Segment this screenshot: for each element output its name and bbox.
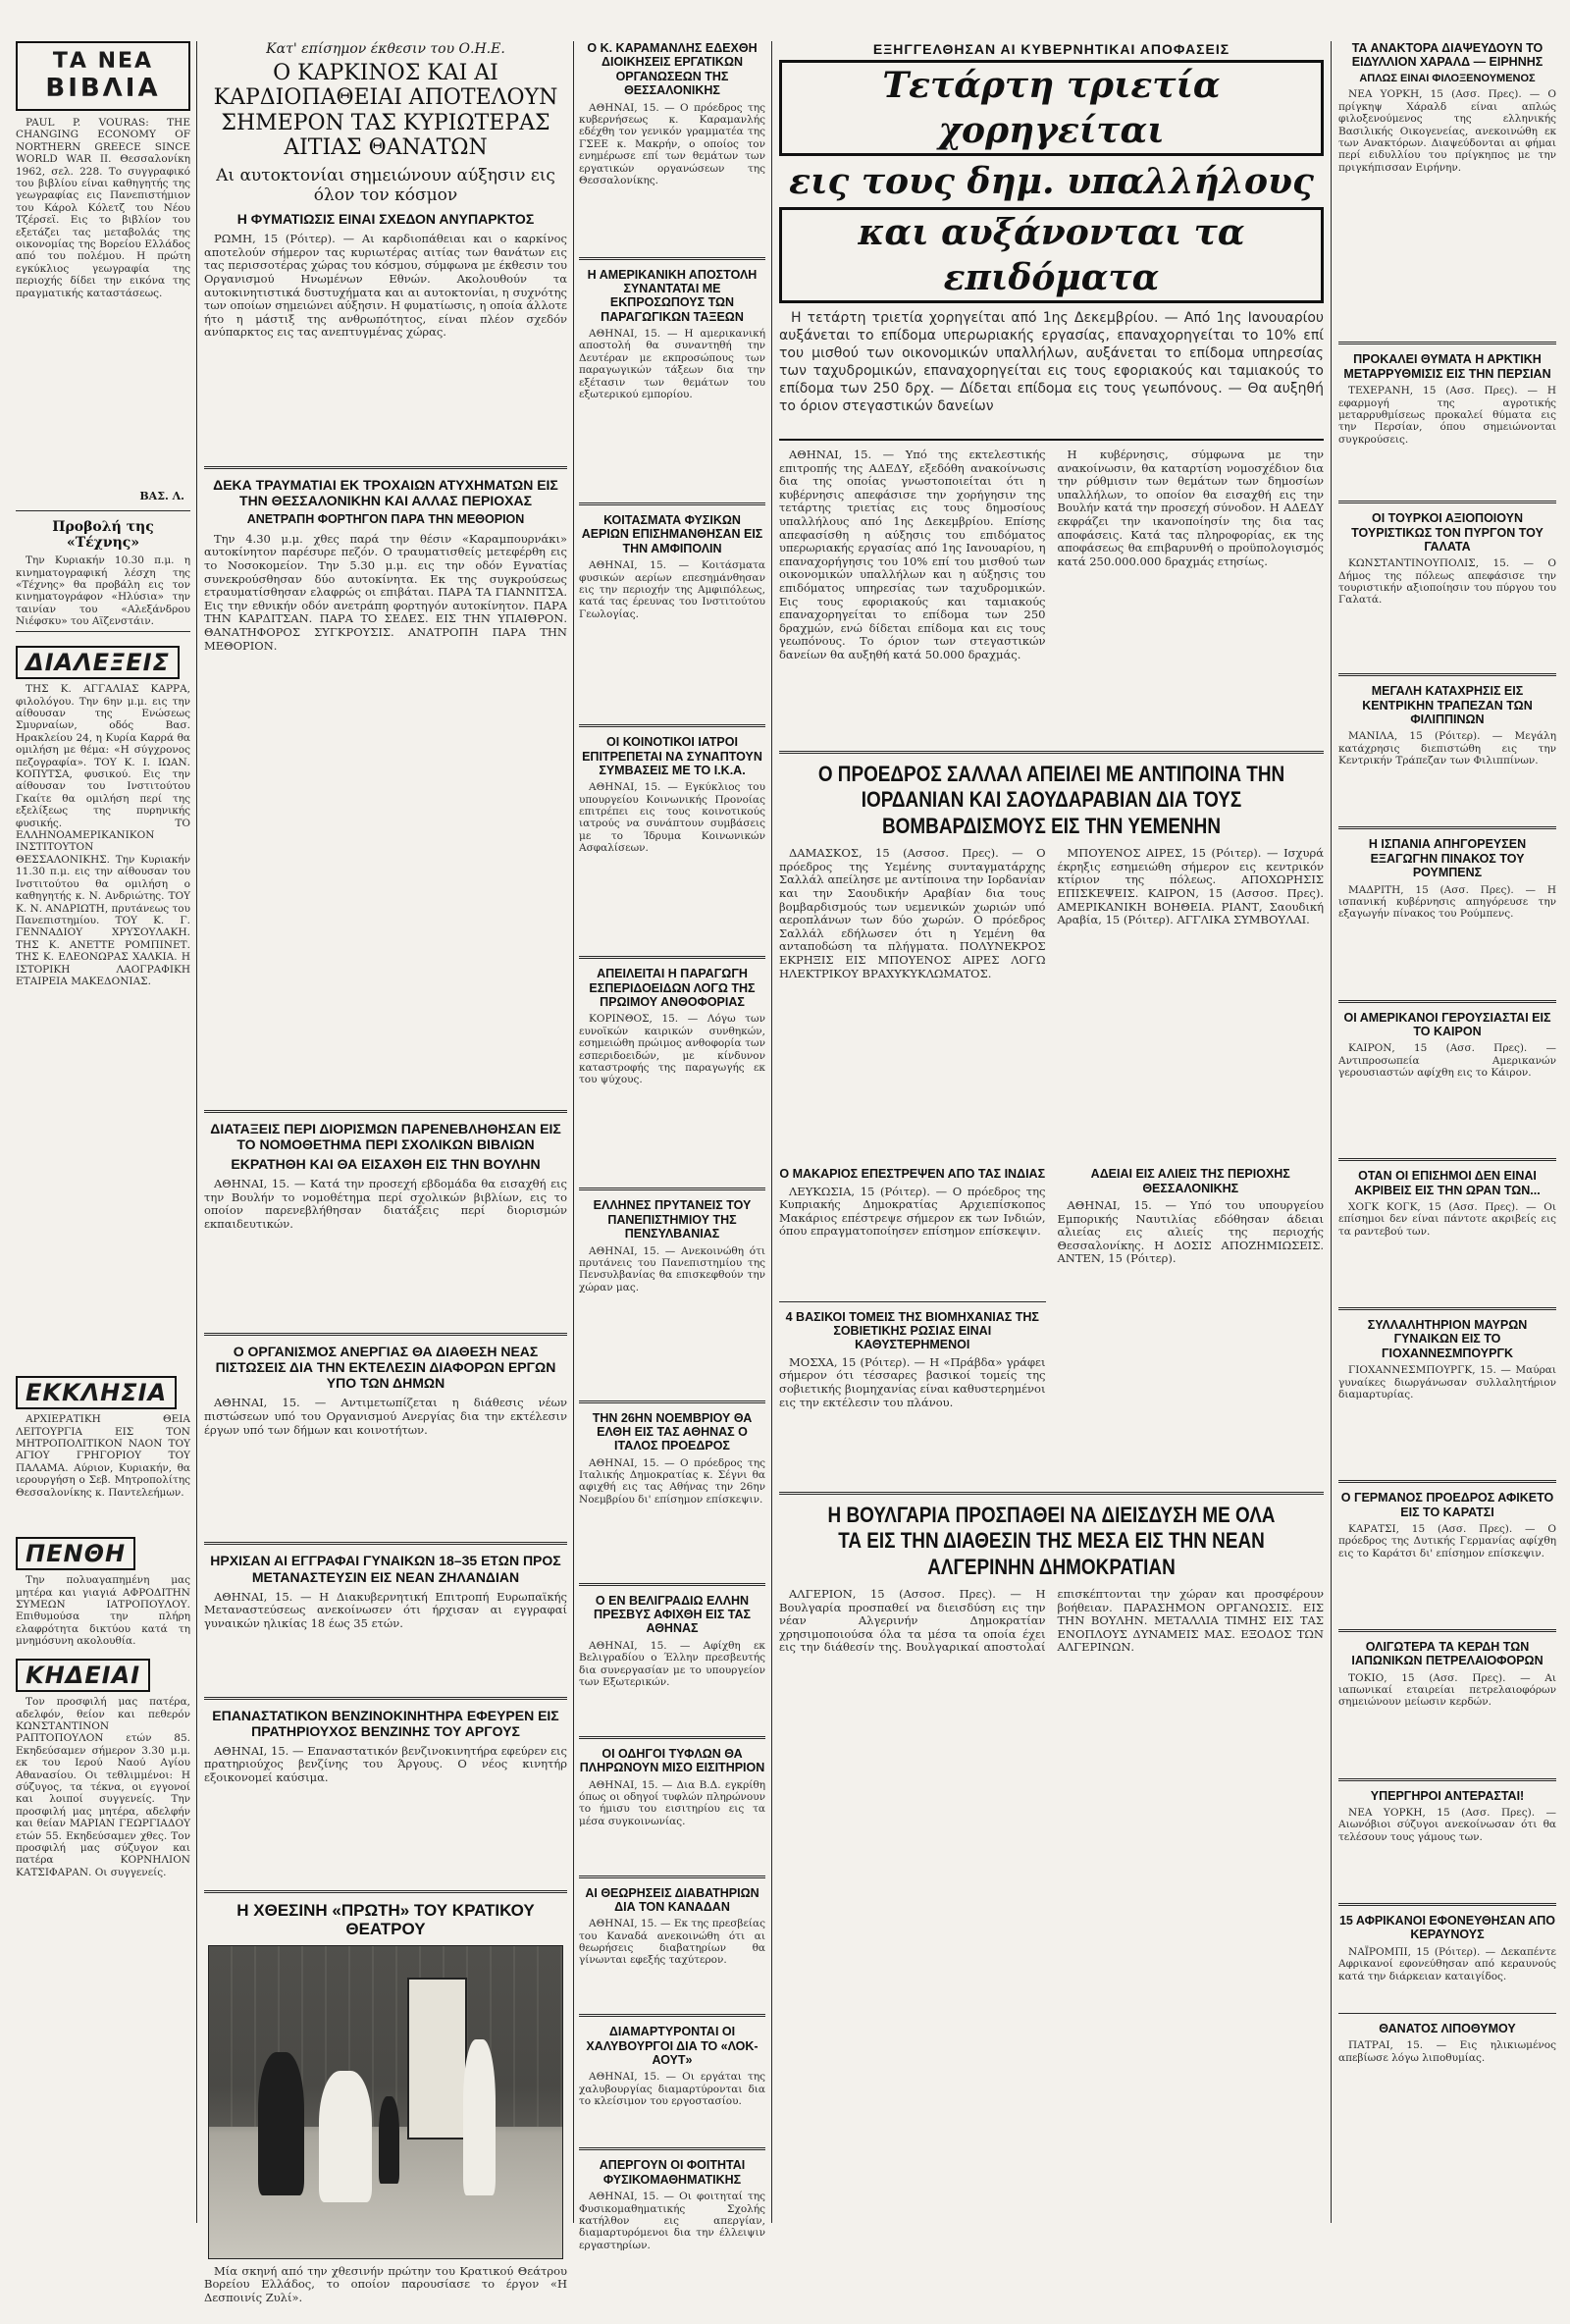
blind-guides-article: ΑΘΗΝΑΙ, 15. — Δια Β.Δ. εγκρίθη όπως οι οδηγοί τυφλών πληρώνουν το ήμισυ του εισιτηρίου εις τα μέσα συγκοινωνίας. xyxy=(579,1778,765,1827)
johannesburg-headline: ΣΥΛΛΑΛΗΤΗΡΙΟΝ ΜΑΥΡΩΝ ΓΥΝΑΙΚΩΝ ΕΙΣ ΤΟ ΓΙΟΧΑΝΝΕΣΜΠΟΥΡΓΚ xyxy=(1367,1318,1528,1360)
rubens-article: ΜΑΔΡΙΤΗ, 15 (Ασσ. Πρες). — Η ισπανική κυβέρνησις απηγόρευσε την εξαγωγήν πίνακος του Ρούμπενς. xyxy=(1338,883,1556,921)
emigration-article: ΑΘΗΝΑΙ, 15. — Η Διακυβερνητική Επιτροπή Ευρωπαϊκής Μεταναστεύσεως ανεκοίνωσεν ότι ήρχισαν αι εγγραφαί γυναικών ηλικίας 18 έως 35 ετών. xyxy=(204,1589,567,1630)
fishermen-headline: ΑΔΕΙΑΙ ΕΙΣ ΑΛΙΕΙΣ ΤΗΣ ΠΕΡΙΟΧΗΣ ΘΕΣΣΑΛΟΝΙΚΗΣ xyxy=(1090,1167,1290,1195)
banner-line-3: και αυξάνονται τα επιδόματα xyxy=(779,207,1324,303)
banner-line-2: εις τους δημ. υπαλλήλους xyxy=(789,161,1314,203)
column-6-world-news xyxy=(1338,41,1556,2223)
ta-nea-vivlia-logo xyxy=(16,41,190,111)
blind-guides-headline: ΟΙ ΟΔΗΓΟΙ ΤΥΦΛΩΝ ΘΑ ΠΛΗΡΩΝΟΥΝ ΜΙΣΟ ΕΙΣΙΤΗΡΙΟΝ xyxy=(579,1746,765,1775)
books-signature: ΒΑΣ. Λ. xyxy=(139,490,184,502)
tankers-headline: ΟΛΙΓΩΤΕΡΑ ΤΑ ΚΕΡΔΗ ΤΩΝ ΙΑΠΩΝΙΚΩΝ ΠΕΤΡΕΛΑΙΟΦΟΡΩΝ xyxy=(1351,1639,1544,1668)
sallal-columns xyxy=(779,847,1324,1161)
schoolbooks-article: ΑΘΗΝΑΙ, 15. — Κατά την προσεχή εβδομάδα θα εισαχθή εις την Βουλήν το νομοθέτημα περί σχολικών βιβλίων, εις το οποίον παρενεβλήθησαν διατάξεις περί διορισμών εκπαιδευτικών. xyxy=(204,1177,567,1231)
mid-news-right xyxy=(1058,1167,1325,1484)
logo-bottom-text: ΒΙΒΛΙΑ xyxy=(45,74,161,103)
bulgaria-headline: Η ΒΟΥΛΓΑΡΙΑ ΠΡΟΣΠΑΘΕΙ ΝΑ ΔΙΕΙΣΔΥΣΗ ΜΕ ΟΛΑ ΤΑ ΕΙΣ ΤΗΝ ΔΙΑΘΕΣΙΝ ΤΗΣ ΜΕΣΑ ΕΙΣ ΤΗΝ ΝΕΑΝ ΑΛΓΕΡΙΝΗΝ ΔΗΜΟΚΡΑΤΙΑΝ xyxy=(827,1502,1276,1579)
mid-news-left xyxy=(779,1167,1046,1484)
citrus-headline: ΑΠΕΙΛΕΙΤΑΙ Η ΠΑΡΑΓΩΓΗ ΕΣΠΕΡΙΔΟΕΙΔΩΝ ΛΟΓΩ ΤΗΣ ΠΡΩΙΜΟΥ ΑΝΘΟΦΟΡΙΑΣ xyxy=(589,967,756,1009)
soviet-article: ΜΟΣΧΑ, 15 (Ρόιτερ). — Η «Πράβδα» γράφει σήμερον ότι τέσσαρες βασικοί τομείς της σοβιετικής βιομηχανίας είναι καθυστερημένοι εις την εκτέλεσιν του πλάνου. xyxy=(779,1354,1046,1409)
banner-line-1: Τετάρτη τριετία χορηγείται xyxy=(779,60,1324,156)
senators-article: ΚΑΙΡΟΝ, 15 (Ασσ. Πρες). — Αντιπροσωπεία Αμερικανών γερουσιαστών αφίχθη εις το Κάιρον. xyxy=(1338,1042,1556,1080)
makarios-headline: Ο ΜΑΚΑΡΙΟΣ ΕΠΕΣΤΡΕΨΕΝ ΑΠΟ ΤΑΣ ΙΝΔΙΑΣ xyxy=(779,1167,1046,1182)
gas-headline: ΚΟΙΤΑΣΜΑΤΑ ΦΥΣΙΚΩΝ ΑΕΡΙΩΝ ΕΠΙΣΗΜΑΝΘΗΣΑΝ ΕΙΣ ΤΗΝ ΑΜΦΙΠΟΛΙΝ xyxy=(581,513,763,555)
theatre-caption: Μία σκηνή από την χθεσινήν πρώτην του Κρατικού Θεάτρου Βορείου Ελλάδος, το οποίον παρουσίασε το έργον «Η Δεσποινίς Ζυλί». xyxy=(204,2263,567,2305)
projection-title: Προβολή της «Τέχνης» xyxy=(52,519,154,552)
palace-article: ΝΕΑ ΥΟΡΚΗ, 15 (Ασσ. Πρες). — Ο πρίγκηψ Χάραλδ είναι απλώς φιλοξενούμενος της ελληνικής Βασιλικής Οικογενείας, ανεκοινώθη εκ των Ανακτόρων. Διαψεύδονται αι φήμαι περί ειδυλλίου του πρίγκηπος με την πριγκήπισσαν Ειρήνην. xyxy=(1338,88,1556,174)
cancer-kicker: Κατ' επίσημον έκθεσιν του Ο.Η.Ε. xyxy=(266,41,505,57)
schoolbooks-headline: ΔΙΑΤΑΞΕΙΣ ΠΕΡΙ ΔΙΟΡΙΣΜΩΝ ΠΑΡΕΝΕΒΛΗΘΗΣΑΝ ΕΙΣ ΤΟ ΝΟΜΟΘΕΤΗΜΑ ΠΕΡΙ ΣΧΟΛΙΚΩΝ ΒΙΒΛΙΩΝ xyxy=(210,1120,561,1152)
main-story-columns xyxy=(779,449,1324,743)
palace-subhead: ΑΠΛΩΣ ΕΙΝΑΙ ΦΙΛΟΞΕΝΟΥΜΕΝΟΣ xyxy=(1359,72,1536,84)
galata-article: ΚΩΝΣΤΑΝΤΙΝΟΥΠΟΛΙΣ, 15. — Ο Δήμος της πόλεως απεφάσισε την τουριστικήν αξιοποίησιν του πύργου του Γαλατά. xyxy=(1338,557,1556,607)
lightning-article: ΝΑΪΡΟΜΠΙ, 15 (Ρόιτερ). — Δεκαπέντε Αφρικανοί εφονεύθησαν από κεραυνούς κατά την διάρκειαν καταιγίδος. xyxy=(1338,1945,1556,1982)
rectors-article: ΑΘΗΝΑΙ, 15. — Ανεκοινώθη ότι πρυτάνεις του Πανεπιστημίου της Πενσυλβανίας θα επισκεφθούν την χώραν μας. xyxy=(579,1244,765,1294)
ambassador-headline: Ο ΕΝ ΒΕΛΙΓΡΑΔΙΩ ΕΛΛΗΝ ΠΡΕΣΒΥΣ ΑΦΙΧΘΗ ΕΙΣ ΤΑΣ ΑΘΗΝΑΣ xyxy=(593,1593,752,1636)
main-story-part-2: Η κυβέρνησις, σύμφωνα με την ανακοίνωσιν, θα καταρτίση νομοσχέδιον δια την ρύθμισιν των θεμάτων των δημοσίων υπαλλήλων, το οποίον θα εισαχθή εις την Βουλήν κατά την προσεχή σύνοδον. Η ΑΔΕΔΥ εκφράζει την ικανοποίησίν της δια τας αποφάσεις. Κατά τας πληροφορίας, εκ της αποφάσεως θα επιβαρυνθή ο προϋπολογισμός κατά 250.000.000 δραχμάς ετησίως. xyxy=(1057,448,1324,568)
elderly-headline: ΥΠΕΡΓΗΡΟΙ ΑΝΤΕΡΑΣΤΑΙ! xyxy=(1370,1788,1525,1803)
bulgaria-article: ΑΛΓΕΡΙΟΝ, 15 (Ασσοσ. Πρες). — Η Βουλγαρία προσπαθεί να διεισδύση εις την νέαν Αλγερινήν Δημοκρατίαν χρησιμοποιούσα όλα τα μέσα τα οποία έχει εις την διάθεσίν της. Βουλγαρικαί αποστολαί επισκέπτονται την χώραν και προσφέρουν βοήθειαν. ΠΑΡΑΣΗΜΟΝ ΟΡΓΑΝΩΣΙΣ. ΕΙΣ ΤΗΝ ΒΟΥΛΗΝ. ΜΕΤΑΛΛΙΑ ΤΙΜΗΣ ΕΙΣ ΤΑΣ ΕΝΟΠΛΟΥΣ ΔΥΝΑΜΕΙΣ ΜΑΣ. ΕΞΟΔΟΣ ΤΩΝ ΑΛΓΕΡΙΝΩΝ. xyxy=(779,1586,1324,1655)
accidents-subhead: ΑΝΕΤΡΑΠΗ ΦΟΡΤΗΓΟΝ ΠΑΡΑ ΤΗΝ ΜΕΘΟΡΙΟΝ xyxy=(246,512,525,527)
galata-headline: ΟΙ ΤΟΥΡΚΟΙ ΑΞΙΟΠΟΙΟΥΝ ΤΟΥΡΙΣΤΙΚΩΣ ΤΟΝ ΠΥΡΓΟΝ ΤΟΥ ΓΑΛΑΤΑ xyxy=(1351,511,1544,554)
unemployment-article: ΑΘΗΝΑΙ, 15. — Αντιμετωπίζεται η διάθεσις νέων πιστώσεων υπό του Οργανισμού Ανεργίας δια την εκτέλεσιν έργων υπό των δήμων και κοινοτήτων. xyxy=(204,1396,567,1437)
mission-article: ΑΘΗΝΑΙ, 15. — Η αμερικανική αποστολή θα συναντηθή την Δευτέραν με εκπροσώπους των παραγωγικών τάξεων δια την εξέτασιν των θεμάτων του εξωτερικού εμπορίου. xyxy=(579,328,765,401)
engine-headline: ΕΠΑΝΑΣΤΑΤΙΚΟΝ ΒΕΝΖΙΝΟΚΙΝΗΤΗΡΑ ΕΦΕΥΡΕΝ ΕΙΣ ΠΡΑΤΗΡΙΟΥΧΟΣ ΒΕΝΖΙΝΗΣ ΤΟΥ ΑΡΓΟΥΣ xyxy=(212,1707,559,1739)
faint-death-headline: ΘΑΝΑΤΟΣ ΛΙΠΟΘΥΜΟΥ xyxy=(1379,2021,1516,2035)
theatre-headline: Η ΧΘΕΣΙΝΗ «ΠΡΩΤΗ» ΤΟΥ ΚΡΑΤΙΚΟΥ ΘΕΑΤΡΟΥ xyxy=(236,1900,535,1939)
german-president-article: ΚΑΡΑΤΣΙ, 15 (Ασσ. Πρες). — Ο πρόεδρος της Δυτικής Γερμανίας αφίχθη εις το Καράτσι δι' επίσημον επίσκεψιν. xyxy=(1338,1522,1556,1559)
lightning-headline: 15 ΑΦΡΙΚΑΝΟΙ ΕΦΟΝΕΥΘΗΣΑΝ ΑΠΟ ΚΕΡΑΥΝΟΥΣ xyxy=(1338,1914,1556,1942)
mourning-text: Την πολυαγαπημένη μας μητέρα και γιαγιά ΑΦΡΟΔΙΤΗΝ ΣΥΜΕΩΝ ΙΑΤΡΟΠΟΥΛΟΥ. Επιθυμούσα την πλήρη ελαφρότητα δικτύου κατά τη μνημόσυνη ακολουθία. xyxy=(16,1574,190,1648)
rubens-headline: Η ΙΣΠΑΝΙΑ ΑΠΗΓΟΡΕΥΣΕΝ ΕΞΑΓΩΓΗΝ ΠΙΝΑΚΟΣ ΤΟΥ ΡΟΥΜΠΕΝΣ xyxy=(1368,837,1527,880)
makarios-article: ΛΕΥΚΩΣΙΑ, 15 (Ρόιτερ). — Ο πρόεδρος της Κυπριακής Δημοκρατίας Αρχιεπίσκοπος Μακάριος επέστρεψε σήμερον εκ των Ινδιών, όπου επραγματοποίησεν επίσημον επίσκεψιν. xyxy=(779,1184,1046,1239)
karamanlis-headline: Ο Κ. ΚΑΡΑΜΑΝΛΗΣ ΕΔΕΧΘΗ ΔΙΟΙΚΗΣΕΙΣ ΕΡΓΑΤΙΚΩΝ ΟΡΓΑΝΩΣΕΩΝ ΤΗΣ ΘΕΣΣΑΛΟΝΙΚΗΣ xyxy=(587,41,758,98)
theatre-photo xyxy=(208,1945,563,2259)
senators-headline: ΟΙ ΑΜΕΡΙΚΑΝΟΙ ΓΕΡΟΥΣΙΑΣΤΑΙ ΕΙΣ ΤΟ ΚΑΙΡΟΝ xyxy=(1343,1010,1551,1038)
rectors-headline: ΕΛΛΗΝΕΣ ΠΡΥΤΑΝΕΙΣ ΤΟΥ ΠΑΝΕΠΙΣΤΗΜΙΟΥ ΤΗΣ ΠΕΝΣΥΛΒΑΝΙΑΣ xyxy=(593,1198,752,1241)
faint-death-article: ΠΑΤΡΑΙ, 15. — Εις ηλικιωμένος απεβίωσε λόγω λιποθυμίας. xyxy=(1338,2039,1556,2064)
mission-headline: Η ΑΜΕΡΙΚΑΝΙΚΗ ΑΠΟΣΤΟΛΗ ΣΥΝΑΝΤΑΤΑΙ ΜΕ ΕΚΠΡΟΣΩΠΟΥΣ ΤΩΝ ΠΑΡΑΓΩΓΙΚΩΝ ΤΑΞΕΩΝ xyxy=(587,267,758,324)
officials-article: ΧΟΓΚ ΚΟΓΚ, 15 (Ασσ. Πρες). — Οι επίσημοι δεν είναι πάντοτε ακριβείς εις τα ραντεβού των. xyxy=(1338,1201,1556,1238)
doctors-headline: ΟΙ ΚΟΙΝΟΤΙΚΟΙ ΙΑΤΡΟΙ ΕΠΙΤΡΕΠΕΤΑΙ ΝΑ ΣΥΝΑΠΤΟΥΝ ΣΥΜΒΑΣΕΙΣ ΜΕ ΤΟ Ι.Κ.Α. xyxy=(582,735,762,777)
church-text: ΑΡΧΙΕΡΑΤΙΚΗ ΘΕΙΑ ΛΕΙΤΟΥΡΓΙΑ ΕΙΣ ΤΟΝ ΜΗΤΡΟΠΟΛΙΤΙΚΟΝ ΝΑΟΝ ΤΟΥ ΑΓΙΟΥ ΓΡΗΓΟΡΙΟΥ ΤΟΥ ΠΑΛΑΜΑ. Αύριον, Κυριακήν, θα ιερουργήση ο Σεβ. Μητροπολίτης Θεσσαλονίκης κ. Παντελεήμων. xyxy=(16,1413,190,1499)
students-strike-headline: ΑΠΕΡΓΟΥΝ ΟΙ ΦΟΙΤΗΤΑΙ ΦΥΣΙΚΟΜΑΘΗΜΑΤΙΚΗΣ xyxy=(599,2158,746,2187)
tankers-article: ΤΟΚΙΟ, 15 (Ασσ. Πρες). — Αι ιαπωνικαί εταιρείαι πετρελαιοφόρων σημειώνουν μείωσιν κερδών. xyxy=(1338,1671,1556,1709)
church-heading: ΕΚΚΛΗΣΙΑ xyxy=(16,1376,177,1409)
gas-article: ΑΘΗΝΑΙ, 15. — Κοιτάσματα φυσικών αερίων επεσημάνθησαν εις την περιοχήν της Αμφιπόλεως, κατά τας έρευνας του Ινστιτούτου Γεωλογίας. xyxy=(579,559,765,620)
schoolbooks-subhead: ΕΚΡΑΤΗΘΗ ΚΑΙ ΘΑ ΕΙΣΑΧΘΗ ΕΙΣ ΤΗΝ ΒΟΥΛΗΝ xyxy=(231,1156,541,1173)
funerals-heading: ΚΗΔΕΙΑΙ xyxy=(16,1659,150,1692)
column-3-news xyxy=(579,41,765,2251)
persia-headline: ΠΡΟΚΑΛΕΙ ΘΥΜΑΤΑ Η ΑΡΚΤΙΚΗ ΜΕΤΑΡΡΥΘΜΙΣΙΣ ΕΙΣ ΤΗΝ ΠΕΡΣΙΑΝ xyxy=(1343,352,1551,381)
italian-president-article: ΑΘΗΝΑΙ, 15. — Ο πρόεδρος της Ιταλικής Δημοκρατίας κ. Σέγνι θα αφιχθή εις τας Αθήνας την 26ην Νοεμβρίου δι' επίσημον επίσκεψιν. xyxy=(579,1456,765,1505)
students-strike-article: ΑΘΗΝΑΙ, 15. — Οι φοιτηταί της Φυσικομαθηματικής Σχολής κατήλθον εις απεργίαν, διαμαρτυρόμενοι δια την έλλειψιν εργαστηρίων. xyxy=(579,2191,765,2251)
column-1-arts-listings xyxy=(16,41,190,2223)
italian-president-headline: ΤΗΝ 26ΗΝ ΝΟΕΜΒΡΙΟΥ ΘΑ ΕΛΘΗ ΕΙΣ ΤΑΣ ΑΘΗΝΑΣ Ο ΙΤΑΛΟΣ ΠΡΟΕΔΡΟΣ xyxy=(592,1410,753,1453)
officials-headline: ΟΤΑΝ ΟΙ ΕΠΙΣΗΜΟΙ ΔΕΝ ΕΙΝΑΙ ΑΚΡΙΒΕΙΣ ΕΙΣ ΤΗΝ ΩΡΑΝ ΤΩΝ... xyxy=(1354,1169,1541,1197)
funerals-text: Τον προσφιλή μας πατέρα, αδελφόν, θείον και πεθερόν ΚΩΝΣΤΑΝΤΙΝΟΝ ΡΑΠΤΟΠΟΥΛΟΝ ετών 85. Εκηδεύσαμεν σήμερον 3.30 μ.μ. εκ του Ιερού Ναού Αγίου Αθανασίου. Οι τεθλιμμένοι: Η σύζυγος, τα τέκνα, οι εγγονοί και λοιποί συγγενείς. Την προσφιλή μας μητέρα, αδελφήν και θείαν ΜΑΡΙΑΝ ΓΕΩΡΓΙΑΔΟΥ ετών 55. Εκηδεύσαμεν χθες. Τον προσφιλή μας σύζυγον και πατέρα ΚΟΡΝΗΛΙΟΝ ΚΑΤΣΙΦΑΡΑΝ. Οι συγγενείς. xyxy=(16,1696,190,1878)
mourning-heading: ΠΕΝΘΗ xyxy=(16,1537,135,1570)
german-president-headline: Ο ΓΕΡΜΑΝΟΣ ΠΡΟΕΔΡΟΣ ΑΦΙΚΕΤΟ ΕΙΣ ΤΟ ΚΑΡΑΤΣΙ xyxy=(1340,1491,1554,1519)
tb-subhead: Η ΦΥΜΑΤΙΩΣΙΣ ΕΙΝΑΙ ΣΧΕΔΟΝ ΑΝΥΠΑΡΚΤΟΣ xyxy=(236,211,535,228)
main-story-part-1: ΑΘΗΝΑΙ, 15. — Υπό της εκτελεστικής επιτροπής της ΑΔΕΔΥ, εξεδόθη ανακοίνωσις δια της οποίας γνωστοποιείται ότι η κυβέρνησις απεφάσισε την χορήγησιν της τετάρτης τριετίας εις τους δημοσίους υπαλλήλους από 1ης Δεκεμβρίου. Επίσης απεφασίσθη η αύξησις του επιδόματος υπερωριακής εργασίας από 1ης Ιανουαρίου, η επαναχορήγησις του 10% επί του μισθού των οικονομικών υπαλλήλων και η αύξησις του επιδόματος υπηρεσίας των ταχυδρομικών. Εις τους εφοριακούς και ταμιακούς επαναχορηγείται το επίδομα των 250 δραχμών, ενώ δίδεται επίδομα και εις τους γεωπόνους. Το όριον των στεγαστικών δανείων θα αυξηθή κατά 50.000 δραχμάς. xyxy=(779,448,1046,661)
main-kicker: ΕΞΗΓΓΕΛΘΗΣΑΝ ΑΙ ΚΥΒΕΡΝΗΤΙΚΑΙ ΑΠΟΦΑΣΕΙΣ xyxy=(872,41,1230,57)
main-front-section xyxy=(779,41,1324,2223)
steelworkers-article: ΑΘΗΝΑΙ, 15. — Οι εργάται της χαλυβουργίας διαμαρτύρονται δια το κλείσιμον του εργοστασίου. xyxy=(579,2071,765,2108)
lectures-text: ΤΗΣ Κ. ΑΓΓΑΛΙΑΣ ΚΑΡΡΑ, φιλολόγου. Την 6ην μ.μ. εις την αίθουσαν της Ενώσεως Σμυρναίων, οδός Βασ. Ηρακλείου 24, η Κυρία Καρρά θα ομιλήση με θέμα: «Η σύγχρονος πεζογραφία». ΤΟΥ Κ. Ι. ΙΩΑΝ. ΚΟΠΥΤΣΑ, φυσικού. Εις την αίθουσαν του Ινστιτούτου Γκαίτε θα ομιλήση περί της εξελίξεως της πυρηνικής φυσικής. ΤΟ ΕΛΛΗΝΟΑΜΕΡΙΚΑΝΙΚΟΝ ΙΝΣΤΙΤΟΥΤΟΝ ΘΕΣΣΑΛΟΝΙΚΗΣ. Την Κυριακήν 11.30 π.μ. εις την αίθουσαν του Ινστιτούτου θα ομιλήση ο καθηγητής κ. Ν. Ανδριώτης. ΤΟΥ Κ. Ν. ΑΝΔΡΙΩΤΗ, πρυτάνεως του Πανεπιστημίου. ΤΟΥ Κ. Γ. ΓΕΝΝΑΔΙΟΥ ΧΡΥΣΟΥΛΑΚΗ. ΤΗΣ Κ. ΑΝΕΤΤΕ ΡΟΜΠΙΝΕΤ. ΤΗΣ Κ. ΕΛΕΟΝΩΡΑΣ ΧΑΛΚΙΑ. Η ΙΣΤΟΡΙΚΗ ΛΑΟΓΡΑΦΙΚΗ ΕΤΑΙΡΕΙΑ ΜΑΚΕΔΟΝΙΑΣ. xyxy=(16,683,190,987)
persia-article: ΤΕΧΕΡΑΝΗ, 15 (Ασσ. Πρες). — Η εφαρμογή της αγροτικής μεταρρυθμίσεως προκαλεί θύματα εις την Περσίαν, όπου σημειώνονται συγκρούσεις. xyxy=(1338,385,1556,446)
accidents-article: Την 4.30 μ.μ. χθες παρά την θέσιν «Καραμπουρνάκι» αυτοκίνητον παρέσυρε πεζόν. Ο τραυματισθείς μετεφέρθη εις το Νοσοκομείον. Την 5.30 μ.μ. εις την οδόν Εγνατίας συνεκρούσθησαν δύο αυτοκίνητα. Εκ της συγκρούσεως ετραυματίσθησαν ελαφρώς οι επιβάται. ΠΑΡΑ ΤΑ ΓΙΑΝΝΙΤΣΑ. Εις την εθνικήν οδόν ανετράπη φορτηγόν αυτοκίνητον. ΠΑΡΑ ΤΗΝ ΚΑΡΔΙΤΣΑΝ. ΠΑΡΑ ΤΟ ΣΕΔΕΣ. ΕΙΣ ΤΗΝ ΥΠΑΙΘΡΟΝ. ΘΑΝΑΤΗΦΟΡΟΣ ΣΥΓΚΡΟΥΣΙΣ. ΑΝΑΤΡΟΠΗ ΠΑΡΑ ΤΗΝ ΜΕΘΟΡΙΟΝ. xyxy=(204,531,567,653)
philippines-article: ΜΑΝΙΛΑ, 15 (Ρόιτερ). — Μεγάλη κατάχρησις διεπιστώθη εις την Κεντρικήν Τράπεζαν των Φιλιππίνων. xyxy=(1338,730,1556,767)
citrus-article: ΚΟΡΙΝΘΟΣ, 15. — Λόγω των ευνοϊκών καιρικών συνθηκών, εσημειώθη πρώιμος ανθοφορία των εσπεριδοειδών, με κίνδυνον καταστροφής της παραγωγής εκ του ψύχους. xyxy=(579,1013,765,1086)
karamanlis-article: ΑΘΗΝΑΙ, 15. — Ο πρόεδρος της κυβερνήσεως κ. Καραμανλής εδέχθη τον γενικόν γραμματέα της ΓΣΕΕ κ. Μακρήν, ο οποίος τον ενημέρωσε επί των θεμάτων των εργατικών οργανώσεων της Θεσσαλονίκης. xyxy=(579,101,765,186)
books-review: PAUL P. VOURAS: THE CHANGING ECONOMY OF NORTHERN GREECE SINCE WORLD WAR II. Θεσσαλονίκη 1962, σελ. 228. Το συγγραφικό του βιβλίου είναι καθηγητής της γεωγραφίας εις Πανεπιστήμιον του Κάρολ Κόλετζ του Νέου Τζέρσεϊ. Εις το βιβλίον του εξετάζει τας μεταβολάς της οικονομίας της Βορείου Ελλάδος από του πολέμου. Η πρώτη εγκύκλιος γεωγραφία της περιοχής δίδει την εικόνα της πραγματικής καταστάσεως. xyxy=(16,117,190,299)
elderly-article: ΝΕΑ ΥΟΡΚΗ, 15 (Ασσ. Πρες). — Αιωνόβιοι σύζυγοι ανεκοίνωσαν ότι θα τελέσουν τους γάμους των. xyxy=(1338,1807,1556,1843)
projection-text: Την Κυριακήν 10.30 π.μ. η κινηματογραφική λέσχη της «Τέχνης» θα προβάλη εις τον κινηματογράφον «Ηλύσια» την ταινίαν του «Αλεξάνδρου Νιέφσκυ» του Αϊζενστάιν. xyxy=(16,555,190,628)
philippines-headline: ΜΕΓΑΛΗ ΚΑΤΑΧΡΗΣΙΣ ΕΙΣ ΚΕΝΤΡΙΚΗΝ ΤΡΑΠΕΖΑΝ ΤΩΝ ΦΙΛΙΠΠΙΝΩΝ xyxy=(1362,684,1533,727)
soviet-headline: 4 ΒΑΣΙΚΟΙ ΤΟΜΕΙΣ ΤΗΣ ΒΙΟΜΗΧΑΝΙΑΣ ΤΗΣ ΣΟΒΙΕΤΙΚΗΣ ΡΩΣΙΑΣ ΕΙΝΑΙ ΚΑΘΥΣΤΕΡΗΜΕΝΟΙ xyxy=(785,1309,1039,1352)
palace-headline: ΤΑ ΑΝΑΚΤΟΡΑ ΔΙΑΨΕΥΔΟΥΝ ΤΟ ΕΙΔΥΛΛΙΟΝ ΧΑΡΑΛΔ — ΕΙΡΗΝΗΣ xyxy=(1351,41,1544,70)
johannesburg-article: ΓΙΟΧΑΝΝΕΣΜΠΟΥΡΓΚ, 15. — Μαύραι γυναίκες διωργάνωσαν συλλαλητήριον διαμαρτυρίας. xyxy=(1338,1364,1556,1400)
fishermen-article: ΑΘΗΝΑΙ, 15. — Υπό του υπουργείου Εμπορικής Ναυτιλίας εδόθησαν άδειαι αλιείας εις αλιείς της περιοχής Θεσσαλονίκης. Η ΔΟΣΙΣ ΑΠΟΖΗΜΙΩΣΕΙΣ. ΑΝΤΕΝ, 15 (Ρόιτερ). xyxy=(1057,1198,1324,1266)
doctors-article: ΑΘΗΝΑΙ, 15. — Εγκύκλιος του υπουργείου Κοινωνικής Προνοίας επιτρέπει εις τους κοινοτικούς ιατρούς να συνάπτουν συμβάσεις με το Ίδρυμα Κοινωνικών Ασφαλίσεων. xyxy=(579,781,765,855)
steelworkers-headline: ΔΙΑΜΑΡΤΥΡΟΝΤΑΙ ΟΙ ΧΑΛΥΒΟΥΡΓΟΙ ΔΙΑ ΤΟ «ΛΟΚ-ΑΟΥΤ» xyxy=(586,2025,759,2067)
mid-news-columns xyxy=(779,1167,1324,1484)
emigration-headline: ΗΡΧΙΣΑΝ ΑΙ ΕΓΓΡΑΦΑΙ ΓΥΝΑΙΚΩΝ 18–35 ΕΤΩΝ ΠΡΟΣ ΜΕΤΑΝΑΣΤΕΥΣΙΝ ΕΙΣ ΝΕΑΝ ΖΗΛΑΝΔΙΑΝ xyxy=(210,1553,561,1585)
sallal-article: ΔΑΜΑΣΚΟΣ, 15 (Ασσοσ. Πρες). — Ο πρόεδρος της Υεμένης συνταγματάρχης Σαλλάλ απείλησε με αντίποινα την Ιορδανίαν και την Σαουδικήν Αραβίαν δια τους βομβαρδισμούς των υεμενικών χωριών υπό αεροπλάνων των δύο χωρών. Ο πρόεδρος Σαλλάλ εδήλωσεν ότι η Υεμένη θα ανταποδώση τα πλήγματα. ΠΟΛΥΝΕΚΡΟΣ ΕΚΡΗΞΙΣ ΕΙΣ ΜΠΟΥΕΝΟΣ ΑΙΡΕΣ ΛΟΓΩ ΗΛΕΚΤΡΙΚΟΥ ΒΡΑΧΥΚΥΚΛΩΜΑΤΟΣ. xyxy=(779,846,1046,980)
cancer-headline: Ο ΚΑΡΚΙΝΟΣ ΚΑΙ ΑΙ ΚΑΡΔΙΟΠΑΘΕΙΑΙ ΑΠΟΤΕΛΟΥΝ ΣΗΜΕΡΟΝ ΤΑΣ ΚΥΡΙΩΤΕΡΑΣ ΑΙΤΙΑΣ ΘΑΝΑΤΩΝ xyxy=(213,61,558,160)
accidents-headline: ΔΕΚΑ ΤΡΑΥΜΑΤΙΑΙ ΕΚ ΤΡΟΧΑΙΩΝ ΑΤΥΧΗΜΑΤΩΝ ΕΙΣ ΤΗΝ ΘΕΣΣΑΛΟΝΙΚΗΝ ΚΑΙ ΑΛΛΑΣ ΠΕΡΙΟΧΑΣ xyxy=(213,477,558,509)
main-banner xyxy=(779,41,1324,441)
engine-article: ΑΘΗΝΑΙ, 15. — Επαναστατικόν βενζινοκινητήρα εφεύρεν εις πρατηριούχος βενζίνης του Άργους. Ο νέος κινητήρ εξοικονομεί καύσιμα. xyxy=(204,1743,567,1784)
lectures-heading: ΔΙΑΛΕΞΕΙΣ xyxy=(16,646,180,679)
sallal-headline: Ο ΠΡΟΕΔΡΟΣ ΣΑΛΛΑΛ ΑΠΕΙΛΕΙ ΜΕ ΑΝΤΙΠΟΙΝΑ ΤΗΝ ΙΟΡΔΑΝΙΑΝ ΚΑΙ ΣΑΟΥΔΑΡΑΒΙΑΝ ΔΙΑ ΤΟΥΣ ΒΟΜΒΑΡΔΙΣΜΟΥΣ ΕΙΣ ΤΗΝ ΥΕΜΕΝΗΝ xyxy=(817,762,1285,838)
cancer-subhead: Αι αυτοκτονίαι σημειώνουν αύξησιν εις όλον τον κόσμον xyxy=(216,166,555,206)
sallal-sidebar: ΜΠΟΥΕΝΟΣ ΑΙΡΕΣ, 15 (Ρόιτερ). — Ισχυρά έκρηξις εσημειώθη σήμερον εις κεντρικόν κτίριον της πόλεως. ΑΠΟΧΩΡΗΣΙΣ ΕΠΙΣΚΕΨΕΙΣ. ΚΑΙΡΟΝ, 15 (Ασσοσ. Πρες). ΑΜΕΡΙΚΑΝΙΚΗ ΒΟΗΘΕΙΑ. ΡΙΑΝΤ, Σαουδική Αραβία, 15 (Ρόιτερ). ΑΓΓΛΙΚΑ ΣΥΜΒΟΥΛΑΙ. xyxy=(1057,846,1324,927)
main-lead: Η τετάρτη τριετία χορηγείται από 1ης Δεκεμβρίου. — Από 1ης Ιανουαρίου αυξάνεται το επίδομα υπερωριακής εργασίας, επαναχορηγείται το 10% επί του μισθού των οικονομικών υπαλλήλων, αυξάνεται το επίδομα υπηρεσίας των ταχυδρομικών, επαναχορηγείται εις τους εφοριακούς και ταμιακούς το επίδομα των 250 δρχ. — Δίδεται επίδομα εις τους γεωπόνους. — Θα αυξηθή το όριον στεγαστικών δανείων xyxy=(779,310,1324,415)
column-2-news xyxy=(204,41,567,2305)
ambassador-article: ΑΘΗΝΑΙ, 15. — Αφίχθη εκ Βελιγραδίου ο Έλλην πρεσβευτής δια συνεργασίαν με το υπουργείον των Εξωτερικών. xyxy=(579,1639,765,1688)
logo-top-text: ΤΑ ΝΕΑ xyxy=(52,49,154,74)
unemployment-headline: Ο ΟΡΓΑΝΙΣΜΟΣ ΑΝΕΡΓΙΑΣ ΘΑ ΔΙΑΘΕΣΗ ΝΕΑΣ ΠΙΣΤΩΣΕΙΣ ΔΙΑ ΤΗΝ ΕΚΤΕΛΕΣΙΝ ΔΙΑΦΟΡΩΝ ΕΡΓΩΝ ΥΠΟ ΤΩΝ ΔΗΜΩΝ xyxy=(215,1344,556,1392)
canada-visas-article: ΑΘΗΝΑΙ, 15. — Εκ της πρεσβείας του Καναδά ανεκοινώθη ότι αι θεωρήσεις διαβατηρίων θα γίνωνται εφεξής ταχύτερον. xyxy=(579,1918,765,1967)
canada-visas-headline: ΑΙ ΘΕΩΡΗΣΕΙΣ ΔΙΑΒΑΤΗΡΙΩΝ ΔΙΑ ΤΟΝ ΚΑΝΑΔΑΝ xyxy=(585,1885,759,1914)
cancer-article: ΡΩΜΗ, 15 (Ρόιτερ). — Αι καρδιοπάθειαι και ο καρκίνος αποτελούν σήμερον τας κυριωτέρας αιτίας των θανάτων εις τας περισσοτέρας χώρας του κόσμου, σύμφωνα με έκθεσιν του Οργανισμού Ηνωμένων Εθνών. Ακολουθούν τα αυτοκινητιστικά δυστυχήματα και αι αυτοκτονίαι, η συχνότης των οποίων σημειώνει αύξησιν. Η φυματίωσις, η οποία άλλοτε ήτο η μάστιξ της ανθρωπότητος, είναι πλέον σχεδόν ανύπαρκτος εις τας ανεπτυγμένας χώρας. xyxy=(204,232,567,340)
